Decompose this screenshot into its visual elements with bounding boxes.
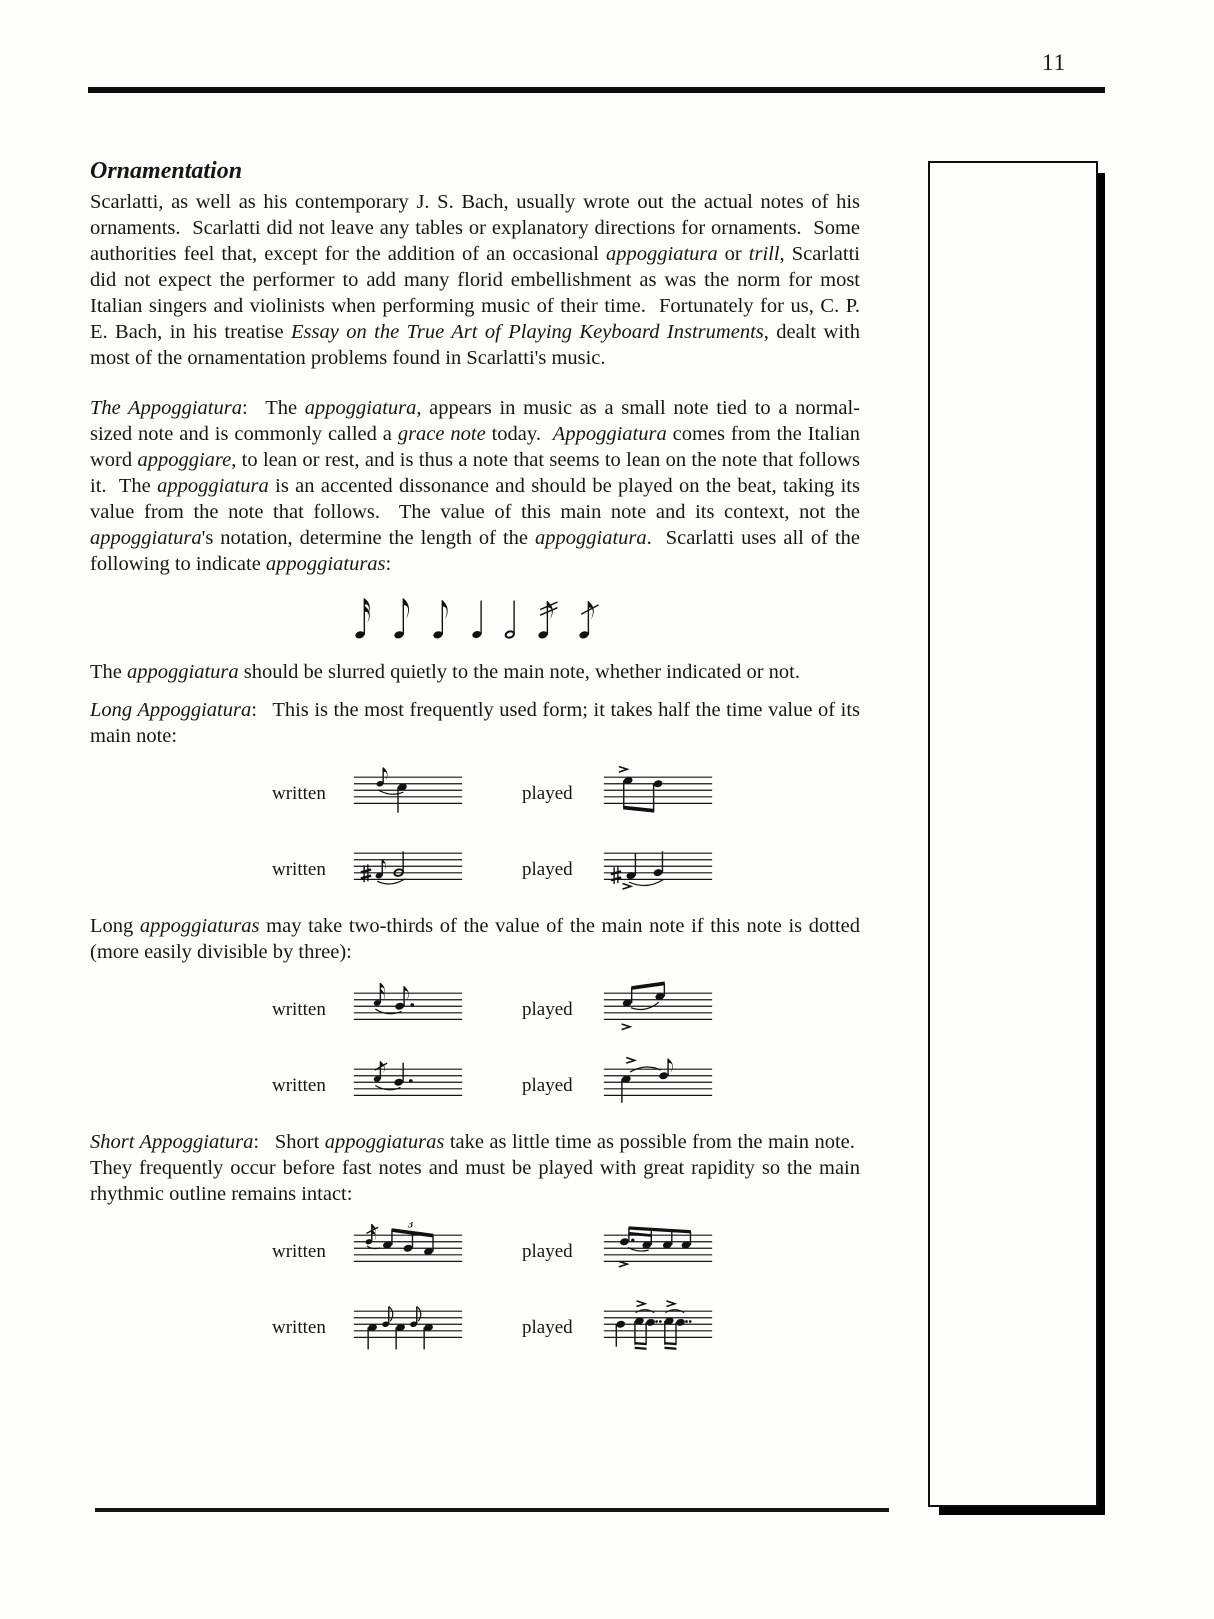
staff-written-sharp-grace-half [352,840,464,900]
empty-side-box [928,161,1098,1507]
example-row-short-1 [272,1219,860,1285]
staff-written-alternating-graces [352,1298,464,1358]
staff-played-accented-pairs [602,1298,714,1358]
paragraph-short-appoggiatura: Short Appoggiatura: Short appoggiaturas take as little time as possible from the main note. They frequently occur before fast notes and must be played with great rapidity so the main rhythmic outline remains intact: [90,1131,860,1205]
written-label: written [272,1241,326,1262]
staff-played-sharp-two-quarters [602,840,714,900]
example-row-two-thirds-2 [272,1053,860,1119]
staff-written-grace-triplet [352,1222,464,1282]
staff-played-beamed-accent [602,764,714,824]
paragraph-intro: Scarlatti, as well as his contemporary J. S. Bach, usually wrote out the actual notes of his ornaments. Scarlatti did not leave any tables or explanatory directions for ornaments. Some authorities feel that, except for the addition of an occasional appoggiatura or trill, Scarlatti did not expect the performer to add many florid embellishment as was the norm for most Italian singers and violinists when performing music of their time. Fortunately for us, C. P. E. Bach, in his treatise Essay on the True Art of Playing Keyboard Instruments, dealt with most of the ornamentation problems found in Scarlatti's music. [90,191,860,369]
staff-written-grace-quarter [352,764,464,824]
slashed-grace-note-icon [576,591,606,645]
half-note-icon [502,591,524,645]
played-label: played [522,999,573,1020]
triplet-number: 3 [408,1222,414,1231]
sixteenth-note-icon [352,591,380,645]
example-row-two-thirds-1 [272,977,860,1043]
written-label: written [272,1075,326,1096]
played-label: played [522,859,573,880]
written-label: written [272,859,326,880]
eighth-note-icon [391,591,419,645]
written-label: written [272,783,326,804]
example-row-long-1 [272,761,860,827]
played-label: played [522,1075,573,1096]
section-heading: Ornamentation [90,158,243,184]
page-number: 11 [1042,50,1067,75]
paragraph-appoggiatura: The Appoggiatura: The appoggiatura, appears in music as a small note tied to a normal-sized note and is commonly called a grace note today. Appoggiatura comes from the Italian word appoggiare, to lean or rest, and is thus a note that seems to lean on the note that follows it. The appoggiatura is an accented dissonance and should be played on the beat, taking its value from the note that follows. The value of this main note and its context, not the appoggiatura's notation, determine the length of the appoggiatura. Scarlatti uses all of the following to indicate appoggiaturas: [90,397,860,575]
example-row-short-2 [272,1295,860,1361]
example-row-long-2 [272,837,860,903]
eighth-note-icon [430,591,458,645]
double-slashed-grace-note-icon [535,591,565,645]
appoggiatura-symbol-row [352,589,860,645]
staff-played-beamed-quarter-eighth [602,980,714,1040]
staff-played-accent-slur-eighth [602,1056,714,1116]
played-label: played [522,783,573,804]
text-column [90,156,860,1371]
written-label: written [272,1317,326,1338]
quarter-note-icon [469,591,491,645]
played-label: played [522,1241,573,1262]
staff-played-beamed-dotted-run [602,1222,714,1282]
paragraph-slurred: The appoggiatura should be slurred quietly to the main note, whether indicated or not. [90,661,800,683]
staff-written-slashed-grace-dotted [352,1056,464,1116]
paragraph-long-appoggiatura: Long Appoggiatura: This is the most frequently used form; it takes half the time value of its main note: [90,699,860,747]
bottom-rule [95,1508,889,1512]
paragraph-two-thirds: Long appoggiaturas may take two-thirds of the value of the main note if this note is dotted (more easily divisible by three): [90,915,860,963]
played-label: played [522,1317,573,1338]
top-rule [88,87,1105,93]
written-label: written [272,999,326,1020]
staff-written-grace16-dotted [352,980,464,1040]
